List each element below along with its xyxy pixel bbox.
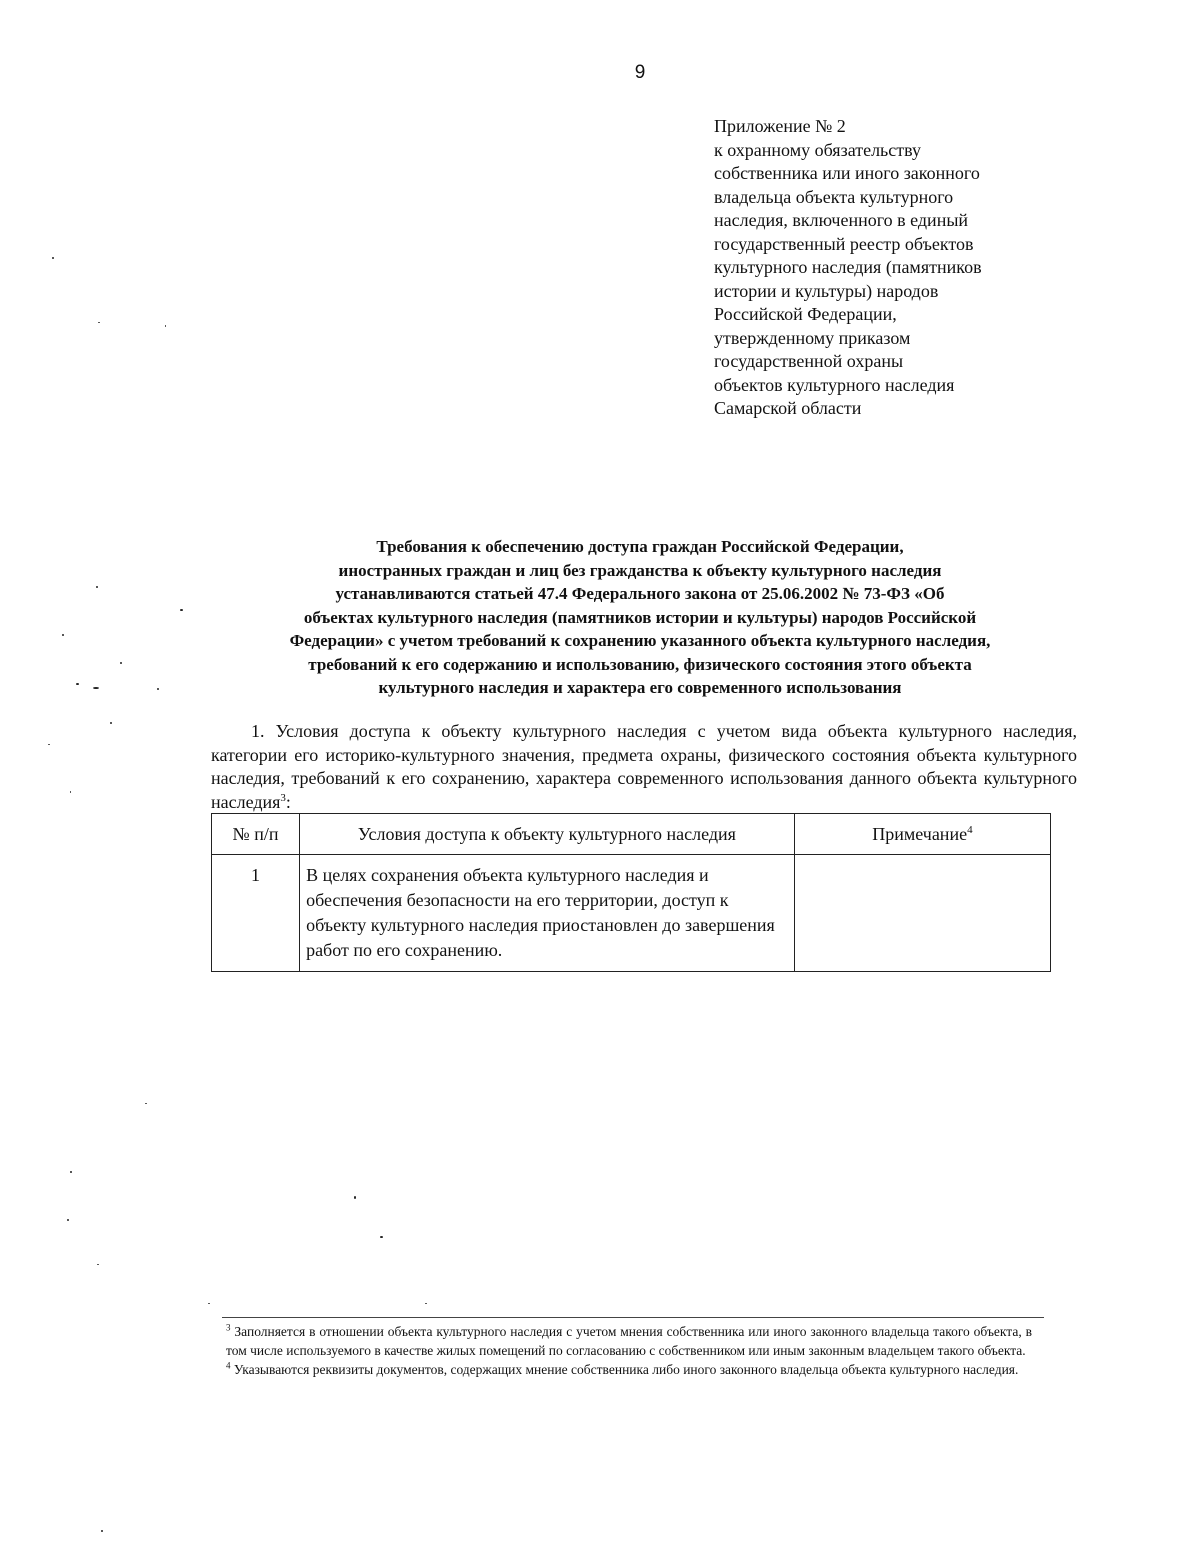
appendix-line: культурного наследия (памятников	[714, 257, 982, 277]
scan-speck	[180, 609, 183, 611]
scan-speck	[98, 322, 100, 323]
appendix-line: истории и культуры) народов	[714, 280, 939, 301]
table-header-row	[212, 814, 1051, 855]
appendix-line: Самарской области	[714, 398, 862, 418]
appendix-line: собственника или иного законного	[714, 163, 980, 183]
scan-speck	[110, 722, 112, 724]
appendix-line: Российской Федерации,	[714, 304, 897, 324]
appendix-line: государственный реестр объектов	[714, 233, 974, 254]
document-heading	[200, 535, 1080, 700]
intro-end: :	[285, 791, 291, 812]
heading-line: Федерации» с учетом требований к сохранению указанного объекта культурного наследия,	[289, 631, 991, 650]
scan-speck	[208, 1303, 210, 1304]
appendix-line: государственной охраны	[714, 351, 904, 371]
appendix-line: утвержденному приказом	[714, 327, 911, 348]
heading-line: устанавливаются статьей 47.4 Федерального закона от 25.06.2002 № 73-ФЗ «Об	[335, 584, 945, 603]
header-note	[794, 814, 1050, 855]
appendix-line: объектов культурного наследия	[714, 374, 955, 395]
appendix-line: наследия, включенного в единый	[714, 210, 969, 230]
header-condition: Условия доступа к объекту культурного наследия	[300, 814, 795, 855]
footnote-number: 3	[226, 1322, 231, 1333]
cell-condition: В целях сохранения объекта культурного наследия и обеспечения безопасности на его территории, доступ к объекту культурного наследия приостановлен до завершения работ по его сохранению.	[300, 855, 795, 972]
footnote-number: 4	[226, 1360, 231, 1371]
footnote	[226, 1322, 1032, 1360]
heading-line: объектах культурного наследия (памятников истории и культуры) народов Российской	[303, 607, 977, 627]
footnote-text: Заполняется в отношении объекта культурного наследия с учетом мнения собственника или иного законного владельца такого объекта, в том числе используемого в качестве жилых помещений по согласованию с собственником или иным законным владельцем такого объекта.	[226, 1324, 1032, 1358]
intro-text: 1. Условия доступа к объекту культурного наследия с учетом вида объекта культурного наследия, категории его историко-культурного значения, предмета охраны, физического состояния объекта культурного наследия, требований к его сохранению, характера современного использования данного объекта культурного наследия	[211, 721, 1077, 812]
cell-note	[794, 855, 1050, 972]
header-note-label: Примечание	[872, 823, 968, 844]
scan-speck	[48, 744, 50, 745]
scan-speck	[120, 662, 122, 664]
scan-speck	[165, 325, 166, 327]
heading-line: культурного наследия и характера его современного использования	[378, 678, 902, 697]
scan-speck	[67, 1219, 69, 1221]
scan-speck	[76, 683, 79, 685]
scan-speck	[157, 688, 159, 690]
header-num: № п/п	[212, 814, 300, 855]
cell-num: 1	[212, 855, 300, 972]
scan-speck	[145, 1103, 147, 1104]
scan-speck	[354, 1196, 356, 1199]
heading-line: Требования к обеспечению доступа граждан Российской Федерации,	[376, 537, 904, 556]
footnote-text: Указываются реквизиты документов, содержащих мнение собственника либо иного законного владельца объекта культурного наследия.	[233, 1362, 1019, 1377]
scan-speck	[70, 791, 71, 793]
appendix-line: к охранному обязательству	[714, 139, 922, 160]
scan-speck	[96, 586, 98, 588]
heading-line: иностранных граждан и лиц без гражданства к объекту культурного наследия	[338, 560, 942, 580]
footnotes	[226, 1322, 1032, 1379]
appendix-line: владельца объекта культурного	[714, 186, 954, 207]
footnote	[226, 1360, 1032, 1379]
scan-speck	[425, 1303, 427, 1304]
scan-speck	[62, 634, 64, 636]
table-row	[212, 855, 1051, 972]
access-conditions-table	[211, 813, 1051, 972]
page-number: 9	[634, 62, 646, 83]
appendix-block	[714, 115, 1074, 421]
scan-speck	[101, 1530, 103, 1532]
footnote-divider	[222, 1317, 1044, 1318]
scan-speck	[70, 1171, 72, 1173]
scan-speck	[52, 257, 54, 259]
footnote-ref: 3	[280, 791, 286, 804]
heading-line: требований к его содержанию и использованию, физического состояния этого объекта	[308, 654, 972, 674]
scan-speck	[380, 1236, 383, 1238]
intro-paragraph	[211, 720, 1077, 814]
scan-speck	[97, 1264, 99, 1265]
footnote-ref: 4	[967, 823, 973, 836]
scan-speck	[93, 687, 99, 689]
appendix-line: Приложение № 2	[714, 116, 846, 136]
